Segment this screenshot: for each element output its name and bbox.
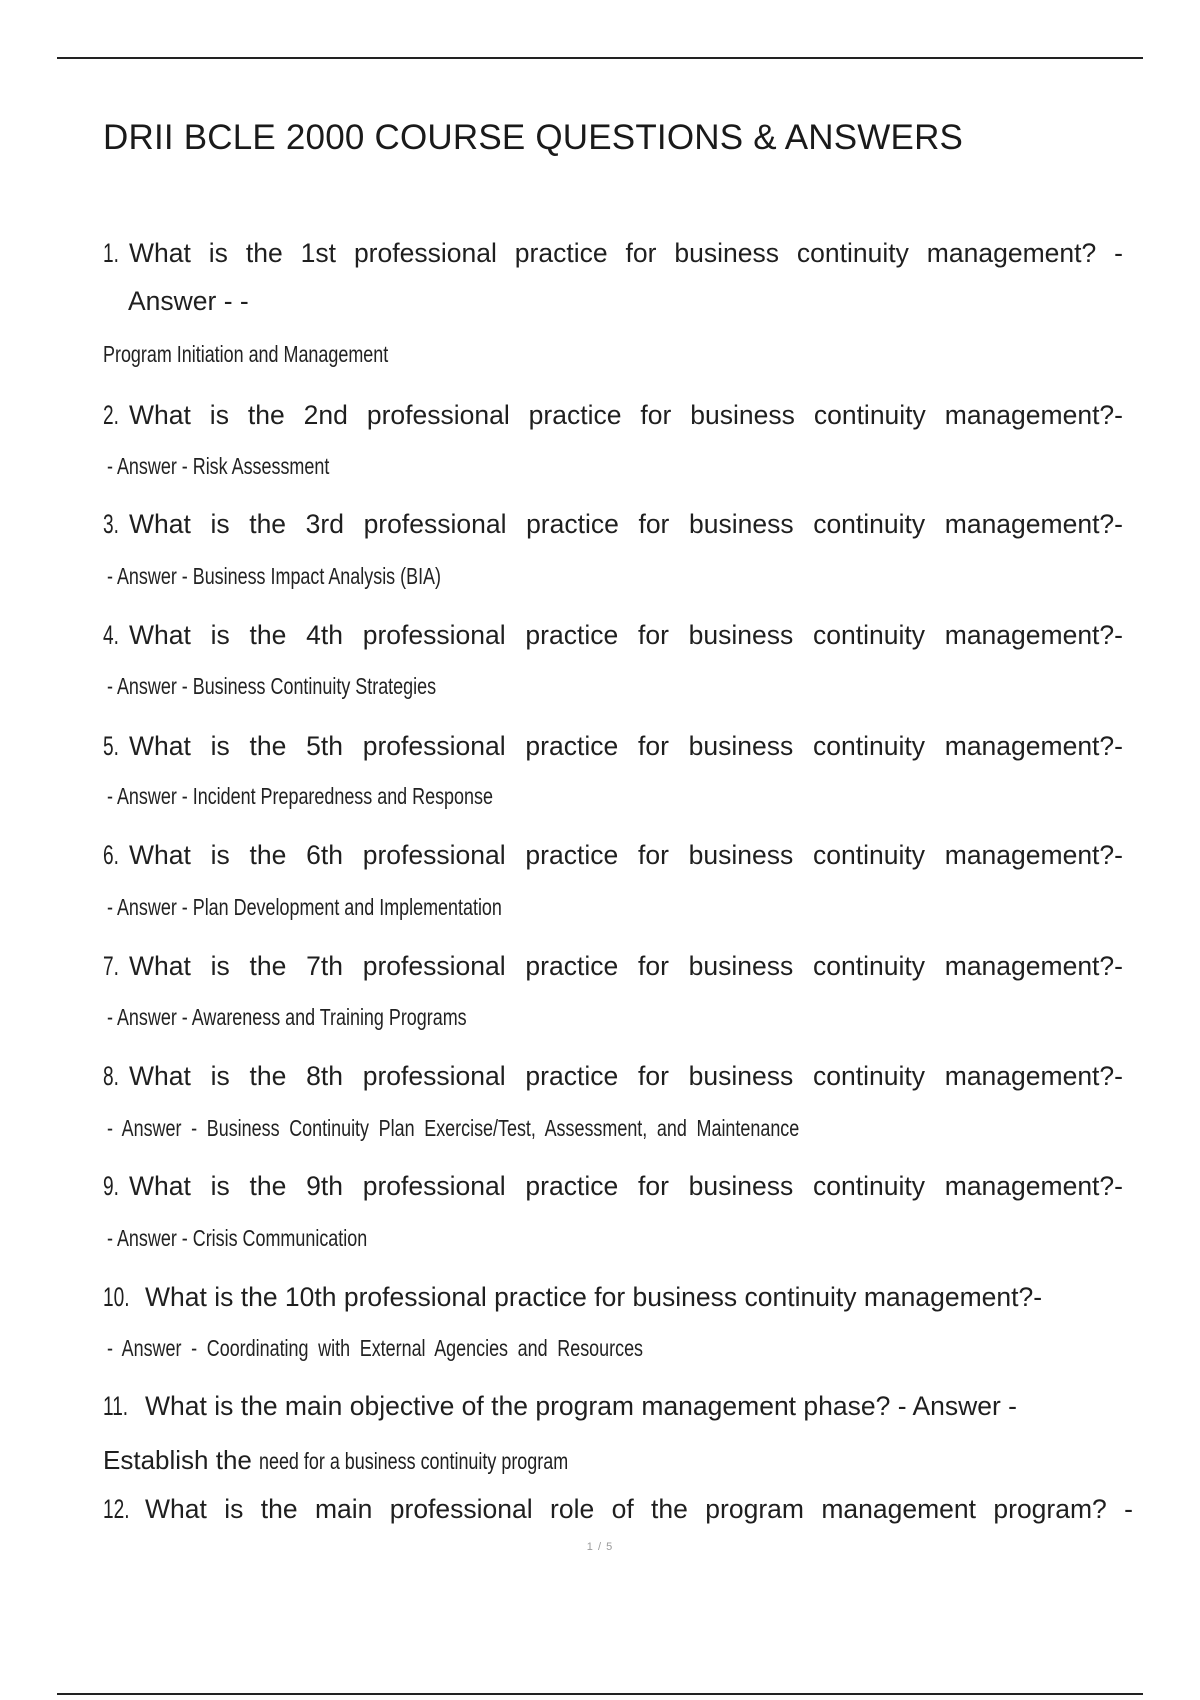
question-11	[103, 1391, 1123, 1422]
question-1	[103, 238, 1123, 269]
question-4	[103, 620, 1123, 651]
answer-11	[103, 1445, 655, 1476]
question-8	[103, 1061, 1123, 1092]
answer-9: - Answer - Crisis Communication	[107, 1225, 368, 1251]
question-text: What is the 6th professional practice for business continuity management?-	[129, 840, 1123, 870]
question-text: What is the 4th professional practice for business continuity management?-	[129, 620, 1123, 650]
question-2	[103, 400, 1123, 431]
page-indicator: 1 / 5	[586, 1541, 614, 1553]
question-7	[103, 951, 1123, 982]
question-1-continuation: Answer - -	[128, 286, 249, 316]
question-text: What is the 5th professional practice for business continuity management?-	[129, 731, 1123, 761]
question-text: What is the 9th professional practice for business continuity management?-	[129, 1171, 1123, 1201]
question-9	[103, 1171, 1123, 1202]
question-3	[103, 509, 1123, 540]
question-number: 11.	[103, 1391, 129, 1421]
question-text: What is the main objective of the program management phase? - Answer -	[145, 1391, 1017, 1421]
question-text: What is the 10th professional practice for business continuity management?-	[145, 1282, 1043, 1312]
question-number: 6.	[103, 840, 119, 870]
question-number: 2.	[103, 400, 119, 430]
question-number: 7.	[103, 951, 119, 981]
answer-2: - Answer - Risk Assessment	[107, 453, 330, 479]
document-title: DRII BCLE 2000 COURSE QUESTIONS & ANSWERS	[103, 118, 964, 157]
question-text: What is the 2nd professional practice for business continuity management?-	[129, 400, 1123, 430]
question-10	[103, 1282, 1123, 1313]
answer-4: - Answer - Business Continuity Strategies	[107, 673, 437, 699]
question-text: What is the 7th professional practice for business continuity management?-	[129, 951, 1123, 981]
question-text: What is the 1st professional practice for business continuity management? -	[129, 238, 1123, 268]
answer-10: - Answer - Coordinating with External Agencies and Resources	[107, 1335, 644, 1361]
answer-rest: need for a business continuity program	[259, 1448, 569, 1474]
question-5	[103, 731, 1123, 762]
question-number: 4.	[103, 620, 119, 650]
question-number: 12.	[103, 1494, 130, 1524]
answer-3: - Answer - Business Impact Analysis (BIA)	[107, 563, 441, 589]
answer-7: - Answer - Awareness and Training Programs	[107, 1004, 467, 1030]
answer-6: - Answer - Plan Development and Implementation	[107, 894, 502, 920]
answer-8: - Answer - Business Continuity Plan Exercise/Test, Assessment, and Maintenance	[107, 1115, 800, 1141]
question-text: What is the 3rd professional practice for business continuity management?-	[129, 509, 1123, 539]
answer-1: Program Initiation and Management	[103, 341, 389, 367]
answer-lead: Establish the	[103, 1445, 252, 1475]
bottom-rule	[57, 1693, 1143, 1695]
answer-5: - Answer - Incident Preparedness and Response	[107, 783, 493, 809]
top-rule	[57, 57, 1143, 59]
question-number: 3.	[103, 509, 119, 539]
question-text: What is the main professional role of the program management program? -	[145, 1494, 1133, 1524]
question-number: 8.	[103, 1061, 119, 1091]
question-number: 1.	[103, 238, 119, 268]
question-number: 9.	[103, 1171, 119, 1201]
question-text: What is the 8th professional practice for business continuity management?-	[129, 1061, 1123, 1091]
question-number: 10.	[103, 1282, 130, 1312]
question-number: 5.	[103, 731, 119, 761]
question-6	[103, 840, 1123, 871]
question-12	[103, 1494, 1133, 1525]
